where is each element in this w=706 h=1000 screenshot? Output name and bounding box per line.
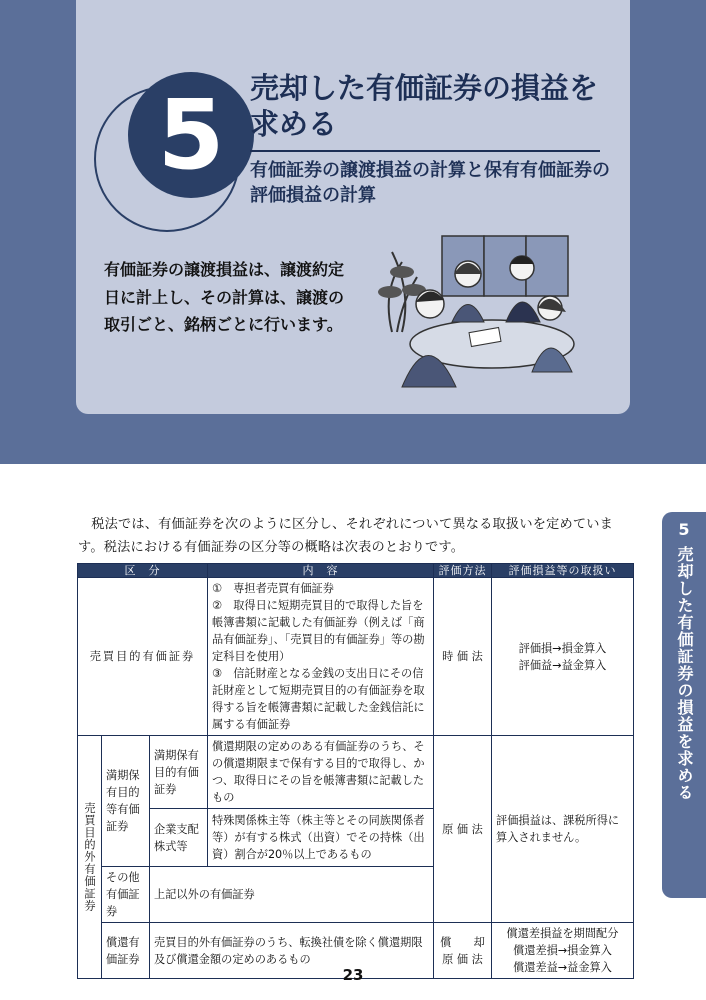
redeemable-content: 売買目的外有価証券のうち、転換社債を除く償還期限及び償還金額の定めのあるもの [150,923,434,979]
header-content: 内 容 [208,564,434,578]
table-header-row [78,564,634,578]
page-number: 23 [342,966,364,984]
non-trading-label: 売買目的外有価証券 [78,736,102,979]
cost-method: 原 価 法 [434,736,492,923]
header-treatment: 評価損益等の取扱い [492,564,634,578]
others-content: 上記以外の有価証券 [150,867,434,923]
title-divider [250,150,600,152]
redeemable-treatment: 償還差損益を期間配分 償還差損→損金算入 償還差益→益金算入 [492,923,634,979]
htm-category: 満期保有目的等有価証券 [102,736,150,867]
htm-sub2-label: 企業支配株式等 [150,809,208,867]
htm-sub1-label: 満期保有目的有価証券 [150,736,208,809]
redeemable-method: 償 却 原 価 法 [434,923,492,979]
intro-paragraph: 税法では、有価証券を次のように区分し、それぞれについて異なる取扱いを定めています。税法における有価証券の区分等の概略は次表のとおりです。 [78,517,614,555]
trading-category: 売買目的有価証券 [78,578,208,736]
others-category: その他有価証券 [102,867,150,923]
htm-sub2-content: 特殊関係株主等（株主等とその同族関係者等）が有する株式（出資）でその持株（出資）割合が20％以上であるもの [208,809,434,867]
trading-content: ① 専担者売買有価証券 ② 取得日に短期売買目的で取得した旨を帳簿書類に記載した有価証券（例えば「商品有価証券」、「売買目的有価証券」等の勘定科目を使用） ③ 信託財産となる金銭の支出日にその信託財産として短期売買目的の有価証券を取得する旨を帳簿書類に記載した金銭信託に属する有価証券 [208,578,434,736]
side-tab-number: 5 [678,520,690,539]
table-row [78,578,634,736]
chapter-intro: 有価証券の譲渡損益は、譲渡約定日に計上し、その計算は、譲渡の取引ごと、銘柄ごとに行います。 [104,260,345,334]
header-method: 評価方法 [434,564,492,578]
meeting-illustration [372,232,584,392]
chapter-number: 5 [157,79,225,191]
htm-sub1-content: 償還期限の定めのある有価証券のうち、その償還期限まで保有する目的で取得し、かつ、取得日にその旨を帳簿書類に記載したもの [208,736,434,809]
securities-classification-table [77,563,634,979]
chapter-subtitle: 有価証券の譲渡損益の計算と保有有価証券の評価損益の計算 [250,160,610,206]
table-row [78,736,634,809]
trading-method: 時 価 法 [434,578,492,736]
chapter-title: 売却した有価証券の損益を求める [250,71,599,141]
side-tab-title: 売却した有価証券の損益を求める [675,546,694,801]
redeemable-category: 償還有価証券 [102,923,150,979]
header-category: 区 分 [78,564,208,578]
trading-treatment: 評価損→損金算入 評価益→益金算入 [492,578,634,736]
cost-treatment: 評価損益は、課税所得に算入されません。 [492,736,634,923]
